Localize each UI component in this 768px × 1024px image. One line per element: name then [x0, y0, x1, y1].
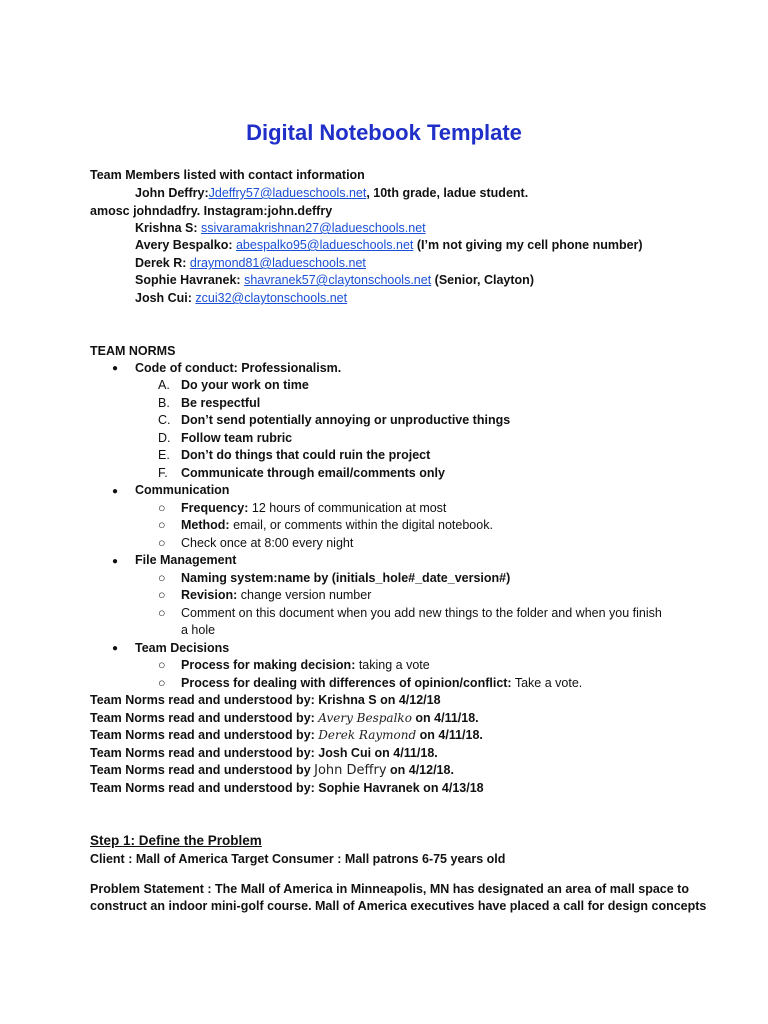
list-marker: B.	[158, 396, 170, 410]
email-link[interactable]: zcui32@claytonschools.net	[195, 291, 348, 305]
circle-bullet-icon: ○	[158, 536, 166, 550]
list-marker: F.	[158, 466, 168, 480]
circle-bullet-icon: ○	[158, 676, 166, 690]
list-item: Communicate through email/comments only	[181, 466, 445, 480]
list-item: Be respectful	[181, 396, 261, 410]
step1-heading: Step 1: Define the Problem	[90, 833, 262, 848]
signature: John Deffry	[314, 763, 387, 778]
decision-making	[181, 658, 430, 673]
signoff-john	[90, 763, 454, 778]
member-note: (Senior, Clayton)	[431, 273, 534, 287]
member-john-extra: amosc johndadfry. Instagram:john.deffry	[90, 204, 333, 218]
member-name: Krishna S:	[135, 221, 201, 235]
email-link[interactable]: ssivaramakrishnan27@ladueschools.net	[201, 221, 426, 235]
label-bold: Process for dealing with differences of opinion/conflict:	[181, 676, 512, 690]
value-text: Take a vote.	[511, 676, 583, 690]
member-name: Sophie Havranek:	[135, 273, 245, 287]
member-name: Josh Cui:	[135, 291, 196, 305]
circle-bullet-icon: ○	[158, 588, 166, 602]
signoff-date: on 4/11/18.	[416, 728, 483, 742]
list-marker: C.	[158, 413, 171, 427]
list-marker: D.	[158, 431, 171, 445]
signoff-text: Team Norms read and understood by:	[90, 728, 319, 742]
team-members-heading: Team Members listed with contact information	[90, 168, 365, 182]
file-revision	[181, 588, 371, 603]
member-sophie	[135, 273, 534, 288]
client-line: Client : Mall of America Target Consumer : Mall patrons 6-75 years old	[90, 852, 506, 866]
value-text: email, or comments within the digital notebook.	[229, 518, 493, 532]
problem-statement-line1: Problem Statement : The Mall of America in Minneapolis, MN has designated an area of mall space to	[90, 882, 689, 896]
comm-frequency	[181, 501, 446, 516]
conduct-label: Code of conduct: Professionalism.	[135, 361, 342, 375]
member-john	[135, 186, 528, 201]
member-name: Derek R:	[135, 256, 190, 270]
list-item: Follow team rubric	[181, 431, 293, 445]
list-marker: E.	[158, 448, 170, 462]
signoff-krishna: Team Norms read and understood by: Krishna S on 4/12/18	[90, 693, 441, 707]
circle-bullet-icon: ○	[158, 518, 166, 532]
file-naming: Naming system:name by (initials_hole#_date_version#)	[181, 571, 511, 585]
email-link[interactable]: draymond81@ladueschools.net	[189, 256, 366, 270]
label-bold: Method:	[181, 518, 230, 532]
list-item: Don’t send potentially annoying or unproductive things	[181, 413, 511, 427]
circle-bullet-icon: ○	[158, 658, 166, 672]
signoff-date: on 4/11/18.	[411, 711, 479, 725]
member-krishna	[135, 221, 426, 236]
page-title: Digital Notebook Template	[246, 120, 522, 145]
list-item: Don’t do things that could ruin the project	[181, 448, 431, 462]
signoff-josh: Team Norms read and understood by: Josh Cui on 4/11/18.	[90, 746, 438, 760]
team-norms-heading: TEAM NORMS	[90, 344, 176, 358]
member-josh	[135, 291, 347, 306]
label-bold: Revision:	[181, 588, 238, 602]
value-text: change version number	[237, 588, 372, 602]
signature: Derek Raymond	[318, 728, 417, 742]
value-text: taking a vote	[355, 658, 430, 672]
communication-label: Communication	[135, 483, 230, 497]
comm-method	[181, 518, 493, 533]
signoff-sophie: Team Norms read and understood by: Sophie Havranek on 4/13/18	[90, 781, 484, 795]
label-bold: Frequency:	[181, 501, 249, 515]
signoff-date: on 4/12/18.	[386, 763, 454, 777]
member-note: (I’m not giving my cell phone number)	[413, 238, 643, 252]
list-marker: A.	[158, 378, 170, 392]
label-bold: Process for making decision:	[181, 658, 356, 672]
member-avery	[135, 238, 643, 253]
team-decisions-label: Team Decisions	[135, 641, 230, 655]
member-name: John Deffry:	[135, 186, 209, 200]
member-name: Avery Bespalko:	[135, 238, 236, 252]
signoff-avery	[90, 711, 479, 726]
file-comment-line1: Comment on this document when you add new things to the folder and when you finish	[181, 606, 662, 620]
signoff-text: Team Norms read and understood by:	[90, 711, 319, 725]
email-link[interactable]: Jdeffry57@ladueschools.net	[208, 186, 367, 200]
decision-conflict	[181, 676, 582, 691]
bullet-icon: ●	[112, 643, 119, 654]
problem-statement-line2: construct an indoor mini-golf course. Mall of America executives have placed a call for design concepts	[90, 899, 707, 913]
file-management-label: File Management	[135, 553, 237, 567]
comm-check: Check once at 8:00 every night	[181, 536, 354, 550]
file-comment-line2: a hole	[181, 623, 216, 637]
member-note: , 10th grade, ladue student.	[366, 186, 529, 200]
signature: Avery Bespalko	[318, 711, 412, 725]
email-link[interactable]: abespalko95@ladueschools.net	[235, 238, 414, 252]
member-derek	[135, 256, 366, 271]
bullet-icon: ●	[112, 486, 119, 497]
signoff-derek	[90, 728, 483, 743]
bullet-icon: ●	[112, 556, 119, 567]
list-item: Do your work on time	[181, 378, 309, 392]
signoff-text: Team Norms read and understood by	[90, 763, 315, 777]
circle-bullet-icon: ○	[158, 501, 166, 515]
bullet-icon: ●	[112, 363, 119, 374]
circle-bullet-icon: ○	[158, 606, 166, 620]
circle-bullet-icon: ○	[158, 571, 166, 585]
email-link[interactable]: shavranek57@claytonschools.net	[244, 273, 432, 287]
value-text: 12 hours of communication at most	[248, 501, 447, 515]
